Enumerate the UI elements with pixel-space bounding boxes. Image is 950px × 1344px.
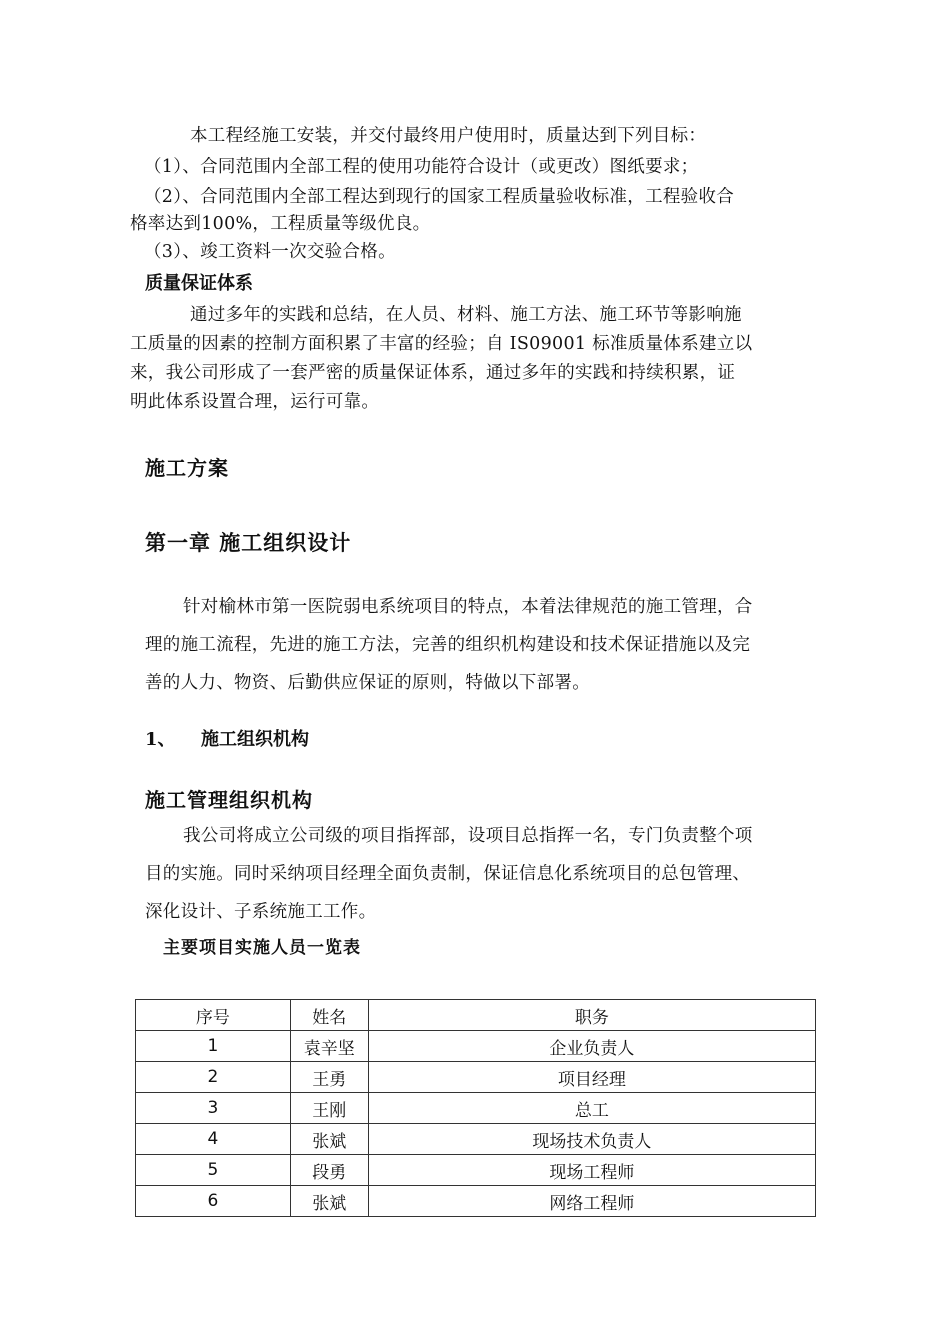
objective-item-2b: 格率达到100%，工程质量等级优良。 (130, 214, 431, 234)
quality-line: 来，我公司形成了一套严密的质量保证体系，通过多年的实践和持续积累，证 (130, 363, 736, 383)
cell-name: 张斌 (290, 1124, 368, 1155)
cell-index: 3 (136, 1093, 291, 1124)
cell-role: 现场工程师 (368, 1155, 815, 1186)
cell-role: 总工 (368, 1093, 815, 1124)
mgmt-line: 我公司将成立公司级的项目指挥部，设项目总指挥一名，专门负责整个项 (183, 826, 753, 846)
mgmt-line: 深化设计、子系统施工工作。 (145, 902, 377, 922)
objective-item-3: （3）、竣工资料一次交验合格。 (144, 242, 396, 262)
table-row (136, 1155, 816, 1186)
chapter-line: 理的施工流程，先进的施工方法，完善的组织机构建设和技术保证措施以及完 (145, 635, 751, 655)
section-number: 1、 (145, 729, 176, 750)
quality-line: 明此体系设置合理，运行可靠。 (130, 392, 380, 412)
table-row (136, 1124, 816, 1155)
cell-role: 现场技术负责人 (368, 1124, 815, 1155)
table-row (136, 1093, 816, 1124)
table-header-row (136, 1000, 816, 1031)
cell-name: 王勇 (290, 1062, 368, 1093)
header-name: 姓名 (290, 1000, 368, 1031)
cell-name: 王刚 (290, 1093, 368, 1124)
header-index: 序号 (136, 1000, 291, 1031)
cell-name: 张斌 (290, 1186, 368, 1217)
cell-role: 企业负责人 (368, 1031, 815, 1062)
plan-heading: 施工方案 (145, 456, 229, 480)
mgmt-line: 目的实施。同时采纳项目经理全面负责制，保证信息化系统项目的总包管理、 (145, 864, 751, 884)
quality-line: 通过多年的实践和总结，在人员、材料、施工方法、施工环节等影响施 (190, 305, 742, 325)
table-row (136, 1186, 816, 1217)
intro-line: 本工程经施工安装，并交付最终用户使用时，质量达到下列目标： (190, 126, 707, 146)
cell-index: 1 (136, 1031, 291, 1062)
cell-index: 6 (136, 1186, 291, 1217)
cell-role: 项目经理 (368, 1062, 815, 1093)
section-title: 施工组织机构 (201, 729, 309, 750)
cell-role: 网络工程师 (368, 1186, 815, 1217)
cell-index: 5 (136, 1155, 291, 1186)
quality-heading: 质量保证体系 (145, 273, 253, 294)
cell-index: 4 (136, 1124, 291, 1155)
staff-table (135, 999, 816, 1217)
objective-item-1: （1）、合同范围内全部工程的使用功能符合设计（或更改）图纸要求； (144, 157, 699, 177)
mgmt-heading: 施工管理组织机构 (145, 788, 313, 812)
header-role: 职务 (368, 1000, 815, 1031)
objective-item-2a: （2）、合同范围内全部工程达到现行的国家工程质量验收标准，工程验收合 (144, 187, 735, 207)
table-row (136, 1062, 816, 1093)
table-caption: 主要项目实施人员一览表 (163, 938, 361, 958)
cell-name: 袁辛坚 (290, 1031, 368, 1062)
quality-line: 工质量的因素的控制方面积累了丰富的经验；自 IS09001 标准质量体系建立以 (130, 334, 753, 354)
cell-name: 段勇 (290, 1155, 368, 1186)
chapter-heading: 第一章 施工组织设计 (145, 530, 352, 555)
cell-index: 2 (136, 1062, 291, 1093)
chapter-line: 善的人力、物资、后勤供应保证的原则，特做以下部署。 (145, 673, 590, 693)
table-row (136, 1031, 816, 1062)
chapter-line: 针对榆林市第一医院弱电系统项目的特点，本着法律规范的施工管理，合 (183, 597, 753, 617)
